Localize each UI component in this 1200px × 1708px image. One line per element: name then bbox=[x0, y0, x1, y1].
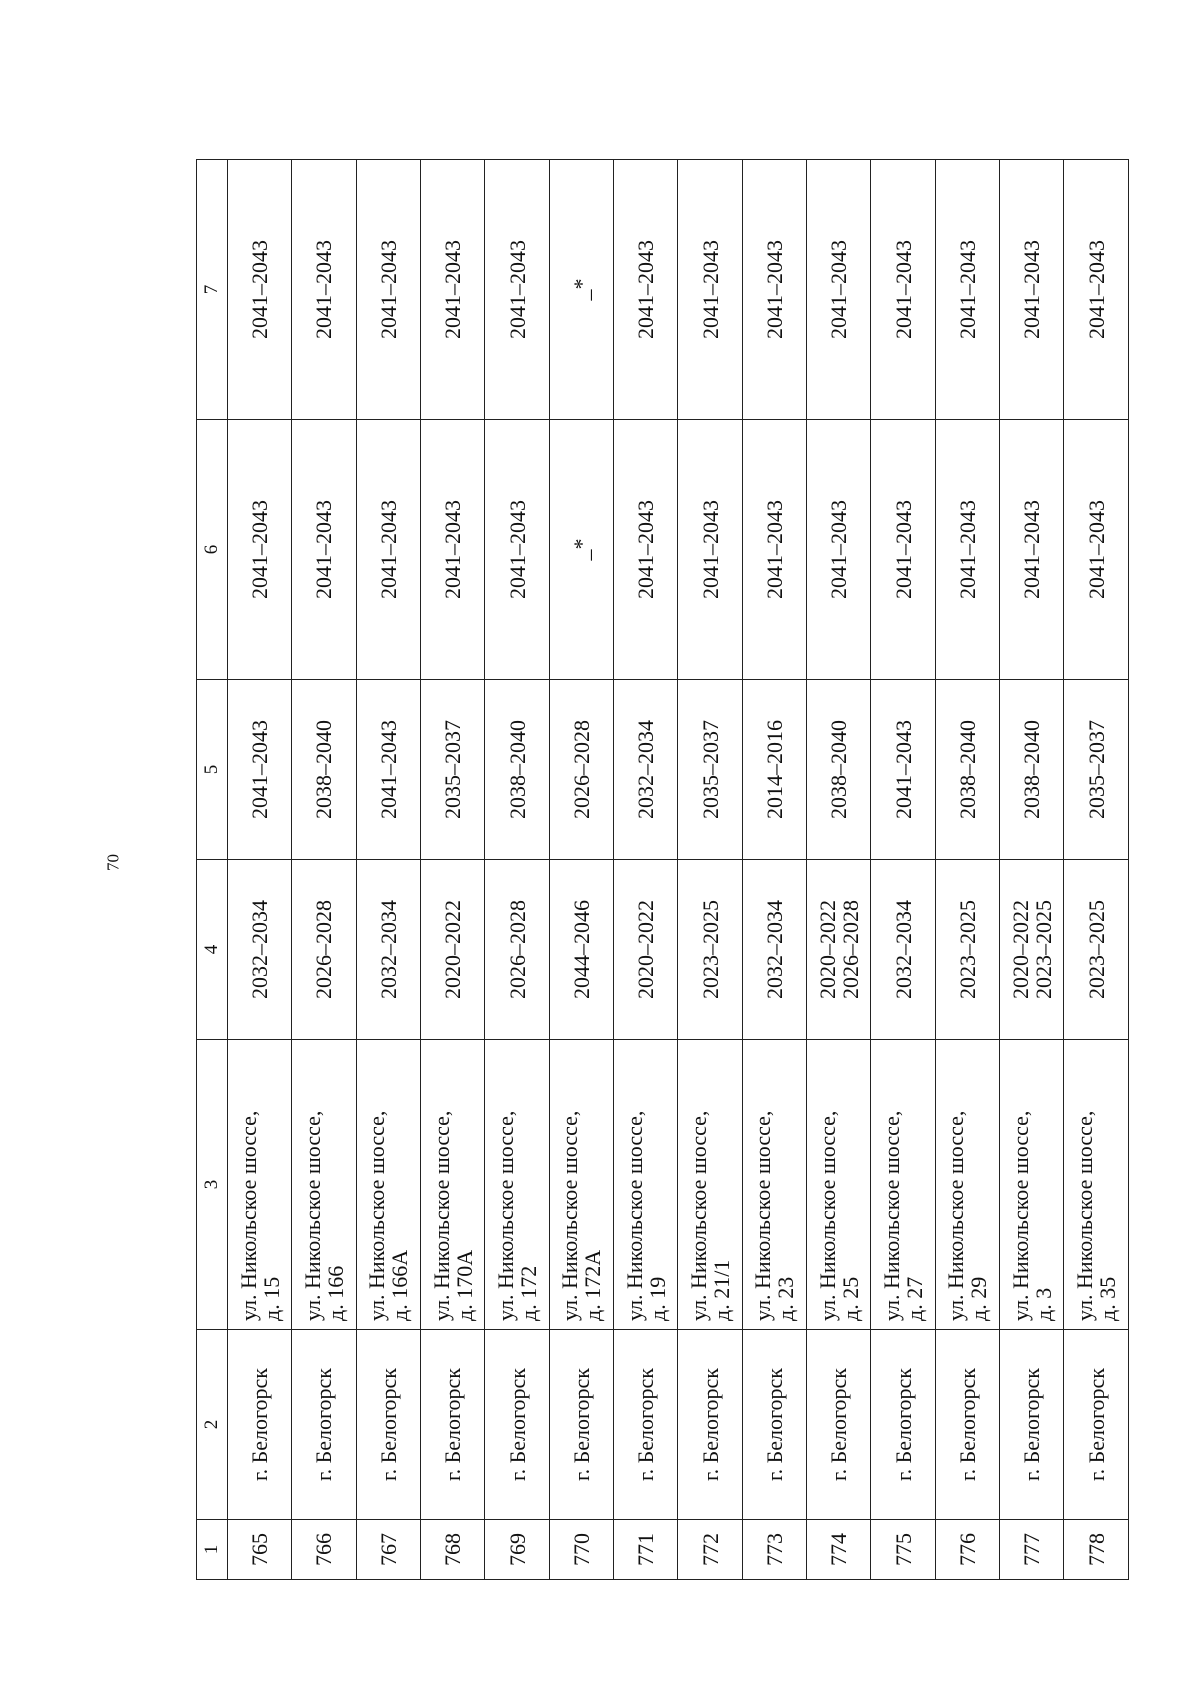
header-row bbox=[197, 160, 228, 1580]
address-street: ул. Никольское шоссе, bbox=[235, 1110, 261, 1321]
address-house: д. 172 bbox=[516, 1265, 542, 1321]
table-row bbox=[678, 160, 742, 1580]
col5-cell: 2038–2040 bbox=[292, 680, 356, 860]
address-street: ул. Никольское шоссе, bbox=[621, 1110, 647, 1321]
col7-cell: 2041–2043 bbox=[935, 160, 999, 420]
col6-cell: 2041–2043 bbox=[485, 420, 549, 680]
col4-period-1: 2032–2034 bbox=[247, 900, 273, 999]
schedule-table bbox=[196, 159, 1129, 1580]
col4-cell bbox=[485, 860, 549, 1040]
table-row bbox=[421, 160, 485, 1580]
col6-cell: _* bbox=[549, 420, 613, 680]
col5-cell: 2035–2037 bbox=[678, 680, 742, 860]
col6-cell: 2041–2043 bbox=[228, 420, 292, 680]
address-cell bbox=[871, 1040, 935, 1330]
col-header-6: 6 bbox=[197, 420, 228, 680]
row-number: 769 bbox=[485, 1520, 549, 1580]
city-cell: г. Белогорск bbox=[356, 1330, 420, 1520]
table-body bbox=[228, 160, 1129, 1580]
city-cell: г. Белогорск bbox=[935, 1330, 999, 1520]
city-cell: г. Белогорск bbox=[228, 1330, 292, 1520]
col4-period-1: 2020–2022 bbox=[440, 900, 466, 999]
col5-cell: 2041–2043 bbox=[228, 680, 292, 860]
col5-cell: 2035–2037 bbox=[1064, 680, 1129, 860]
col-header-5: 5 bbox=[197, 680, 228, 860]
col4-period-1: 2023–2025 bbox=[1083, 900, 1109, 999]
col6-cell: 2041–2043 bbox=[1000, 420, 1064, 680]
page-number: 70 bbox=[103, 854, 123, 871]
row-number: 777 bbox=[1000, 1520, 1064, 1580]
table-row bbox=[485, 160, 549, 1580]
col-header-4: 4 bbox=[197, 860, 228, 1040]
address-cell bbox=[678, 1040, 742, 1330]
col6-cell: 2041–2043 bbox=[1064, 420, 1129, 680]
table-row bbox=[807, 160, 871, 1580]
address-house: д. 15 bbox=[258, 1276, 284, 1321]
col7-cell: 2041–2043 bbox=[742, 160, 806, 420]
col4-period-1: 2023–2025 bbox=[954, 900, 980, 999]
col4-period-1: 2032–2034 bbox=[375, 900, 401, 999]
col4-period-1: 2044–2046 bbox=[568, 900, 594, 999]
address-house: д. 27 bbox=[902, 1276, 928, 1321]
address-house: д. 35 bbox=[1095, 1276, 1121, 1321]
row-number: 773 bbox=[742, 1520, 806, 1580]
col6-cell: 2041–2043 bbox=[678, 420, 742, 680]
address-house: д. 166 bbox=[323, 1265, 349, 1321]
address-cell bbox=[549, 1040, 613, 1330]
address-cell bbox=[485, 1040, 549, 1330]
row-number: 776 bbox=[935, 1520, 999, 1580]
col4-cell bbox=[678, 860, 742, 1040]
col7-cell: 2041–2043 bbox=[614, 160, 678, 420]
col6-cell: 2041–2043 bbox=[421, 420, 485, 680]
city-cell: г. Белогорск bbox=[292, 1330, 356, 1520]
col7-cell: 2041–2043 bbox=[356, 160, 420, 420]
address-cell bbox=[1064, 1040, 1129, 1330]
col-header-1: 1 bbox=[197, 1520, 228, 1580]
col6-cell: 2041–2043 bbox=[807, 420, 871, 680]
row-number: 772 bbox=[678, 1520, 742, 1580]
city-cell: г. Белогорск bbox=[614, 1330, 678, 1520]
table-row bbox=[228, 160, 292, 1580]
address-cell bbox=[356, 1040, 420, 1330]
col5-cell: 2035–2037 bbox=[421, 680, 485, 860]
address-house: д. 166А bbox=[387, 1249, 413, 1321]
col4-period-1: 2023–2025 bbox=[697, 900, 723, 999]
col4-period-2: 2023–2025 bbox=[1030, 900, 1056, 999]
address-cell bbox=[935, 1040, 999, 1330]
col4-cell bbox=[549, 860, 613, 1040]
col4-period-2: 2026–2028 bbox=[837, 900, 863, 999]
city-cell: г. Белогорск bbox=[485, 1330, 549, 1520]
address-house: д. 172А bbox=[580, 1249, 606, 1321]
col5-cell: 2038–2040 bbox=[1000, 680, 1064, 860]
col7-cell: _* bbox=[549, 160, 613, 420]
address-street: ул. Никольское шоссе, bbox=[685, 1110, 711, 1321]
col7-cell: 2041–2043 bbox=[485, 160, 549, 420]
col7-cell: 2041–2043 bbox=[421, 160, 485, 420]
col7-cell: 2041–2043 bbox=[1064, 160, 1129, 420]
table-row bbox=[871, 160, 935, 1580]
col6-cell: 2041–2043 bbox=[356, 420, 420, 680]
col4-cell bbox=[742, 860, 806, 1040]
col4-cell bbox=[871, 860, 935, 1040]
col4-period-1: 2020–2022 bbox=[633, 900, 659, 999]
col-header-3: 3 bbox=[197, 1040, 228, 1330]
address-house: д. 21/1 bbox=[709, 1259, 735, 1321]
address-street: ул. Никольское шоссе, bbox=[557, 1110, 583, 1321]
col7-cell: 2041–2043 bbox=[292, 160, 356, 420]
address-street: ул. Никольское шоссе, bbox=[428, 1110, 454, 1321]
col6-cell: 2041–2043 bbox=[935, 420, 999, 680]
col7-cell: 2041–2043 bbox=[228, 160, 292, 420]
col5-cell: 2038–2040 bbox=[807, 680, 871, 860]
address-house: д. 29 bbox=[966, 1276, 992, 1321]
table-row bbox=[1000, 160, 1064, 1580]
row-number: 767 bbox=[356, 1520, 420, 1580]
address-street: ул. Никольское шоссе, bbox=[879, 1110, 905, 1321]
address-street: ул. Никольское шоссе, bbox=[1072, 1110, 1098, 1321]
col5-cell: 2038–2040 bbox=[935, 680, 999, 860]
col4-period-1: 2020–2022 bbox=[1007, 900, 1033, 999]
city-cell: г. Белогорск bbox=[421, 1330, 485, 1520]
address-cell bbox=[807, 1040, 871, 1330]
address-street: ул. Никольское шоссе, bbox=[750, 1110, 776, 1321]
city-cell: г. Белогорск bbox=[807, 1330, 871, 1520]
row-number: 775 bbox=[871, 1520, 935, 1580]
col4-cell bbox=[1000, 860, 1064, 1040]
row-number: 770 bbox=[549, 1520, 613, 1580]
col4-cell bbox=[292, 860, 356, 1040]
col6-cell: 2041–2043 bbox=[614, 420, 678, 680]
address-cell bbox=[292, 1040, 356, 1330]
col4-period-1: 2032–2034 bbox=[761, 900, 787, 999]
table-row bbox=[356, 160, 420, 1580]
rotated-table-wrapper bbox=[196, 160, 1129, 1580]
col6-cell: 2041–2043 bbox=[742, 420, 806, 680]
row-number: 771 bbox=[614, 1520, 678, 1580]
table-row bbox=[1064, 160, 1129, 1580]
address-cell bbox=[421, 1040, 485, 1330]
row-number: 765 bbox=[228, 1520, 292, 1580]
col6-cell: 2041–2043 bbox=[292, 420, 356, 680]
col6-cell: 2041–2043 bbox=[871, 420, 935, 680]
col5-cell: 2041–2043 bbox=[356, 680, 420, 860]
col4-cell bbox=[1064, 860, 1129, 1040]
address-street: ул. Никольское шоссе, bbox=[1007, 1110, 1033, 1321]
col7-cell: 2041–2043 bbox=[1000, 160, 1064, 420]
address-street: ул. Никольское шоссе, bbox=[814, 1110, 840, 1321]
col5-cell: 2014–2016 bbox=[742, 680, 806, 860]
city-cell: г. Белогорск bbox=[1000, 1330, 1064, 1520]
city-cell: г. Белогорск bbox=[549, 1330, 613, 1520]
address-cell bbox=[614, 1040, 678, 1330]
col4-cell bbox=[421, 860, 485, 1040]
table-row bbox=[614, 160, 678, 1580]
city-cell: г. Белогорск bbox=[1064, 1330, 1129, 1520]
table-row bbox=[742, 160, 806, 1580]
col-header-2: 2 bbox=[197, 1330, 228, 1520]
address-street: ул. Никольское шоссе, bbox=[299, 1110, 325, 1321]
address-cell bbox=[1000, 1040, 1064, 1330]
city-cell: г. Белогорск bbox=[871, 1330, 935, 1520]
address-house: д. 25 bbox=[837, 1276, 863, 1321]
address-street: ул. Никольское шоссе, bbox=[492, 1110, 518, 1321]
address-cell bbox=[228, 1040, 292, 1330]
col5-cell: 2041–2043 bbox=[871, 680, 935, 860]
table-row bbox=[549, 160, 613, 1580]
row-number: 774 bbox=[807, 1520, 871, 1580]
col7-cell: 2041–2043 bbox=[678, 160, 742, 420]
table-row bbox=[292, 160, 356, 1580]
city-cell: г. Белогорск bbox=[678, 1330, 742, 1520]
address-street: ул. Никольское шоссе, bbox=[943, 1110, 969, 1321]
col4-cell bbox=[356, 860, 420, 1040]
col4-period-1: 2026–2028 bbox=[504, 900, 530, 999]
col4-period-1: 2032–2034 bbox=[890, 900, 916, 999]
col4-cell bbox=[807, 860, 871, 1040]
address-house: д. 23 bbox=[773, 1276, 799, 1321]
col7-cell: 2041–2043 bbox=[871, 160, 935, 420]
city-cell: г. Белогорск bbox=[742, 1330, 806, 1520]
address-house: д. 170А bbox=[451, 1249, 477, 1321]
row-number: 766 bbox=[292, 1520, 356, 1580]
address-house: д. 3 bbox=[1030, 1287, 1056, 1321]
row-number: 768 bbox=[421, 1520, 485, 1580]
col4-period-1: 2026–2028 bbox=[311, 900, 337, 999]
table-row bbox=[935, 160, 999, 1580]
col7-cell: 2041–2043 bbox=[807, 160, 871, 420]
col-header-7: 7 bbox=[197, 160, 228, 420]
col4-period-1: 2020–2022 bbox=[814, 900, 840, 999]
address-cell bbox=[742, 1040, 806, 1330]
col5-cell: 2026–2028 bbox=[549, 680, 613, 860]
col4-cell bbox=[614, 860, 678, 1040]
col4-cell bbox=[935, 860, 999, 1040]
address-house: д. 19 bbox=[644, 1276, 670, 1321]
col4-cell bbox=[228, 860, 292, 1040]
col5-cell: 2032–2034 bbox=[614, 680, 678, 860]
col5-cell: 2038–2040 bbox=[485, 680, 549, 860]
row-number: 778 bbox=[1064, 1520, 1129, 1580]
address-street: ул. Никольское шоссе, bbox=[364, 1110, 390, 1321]
